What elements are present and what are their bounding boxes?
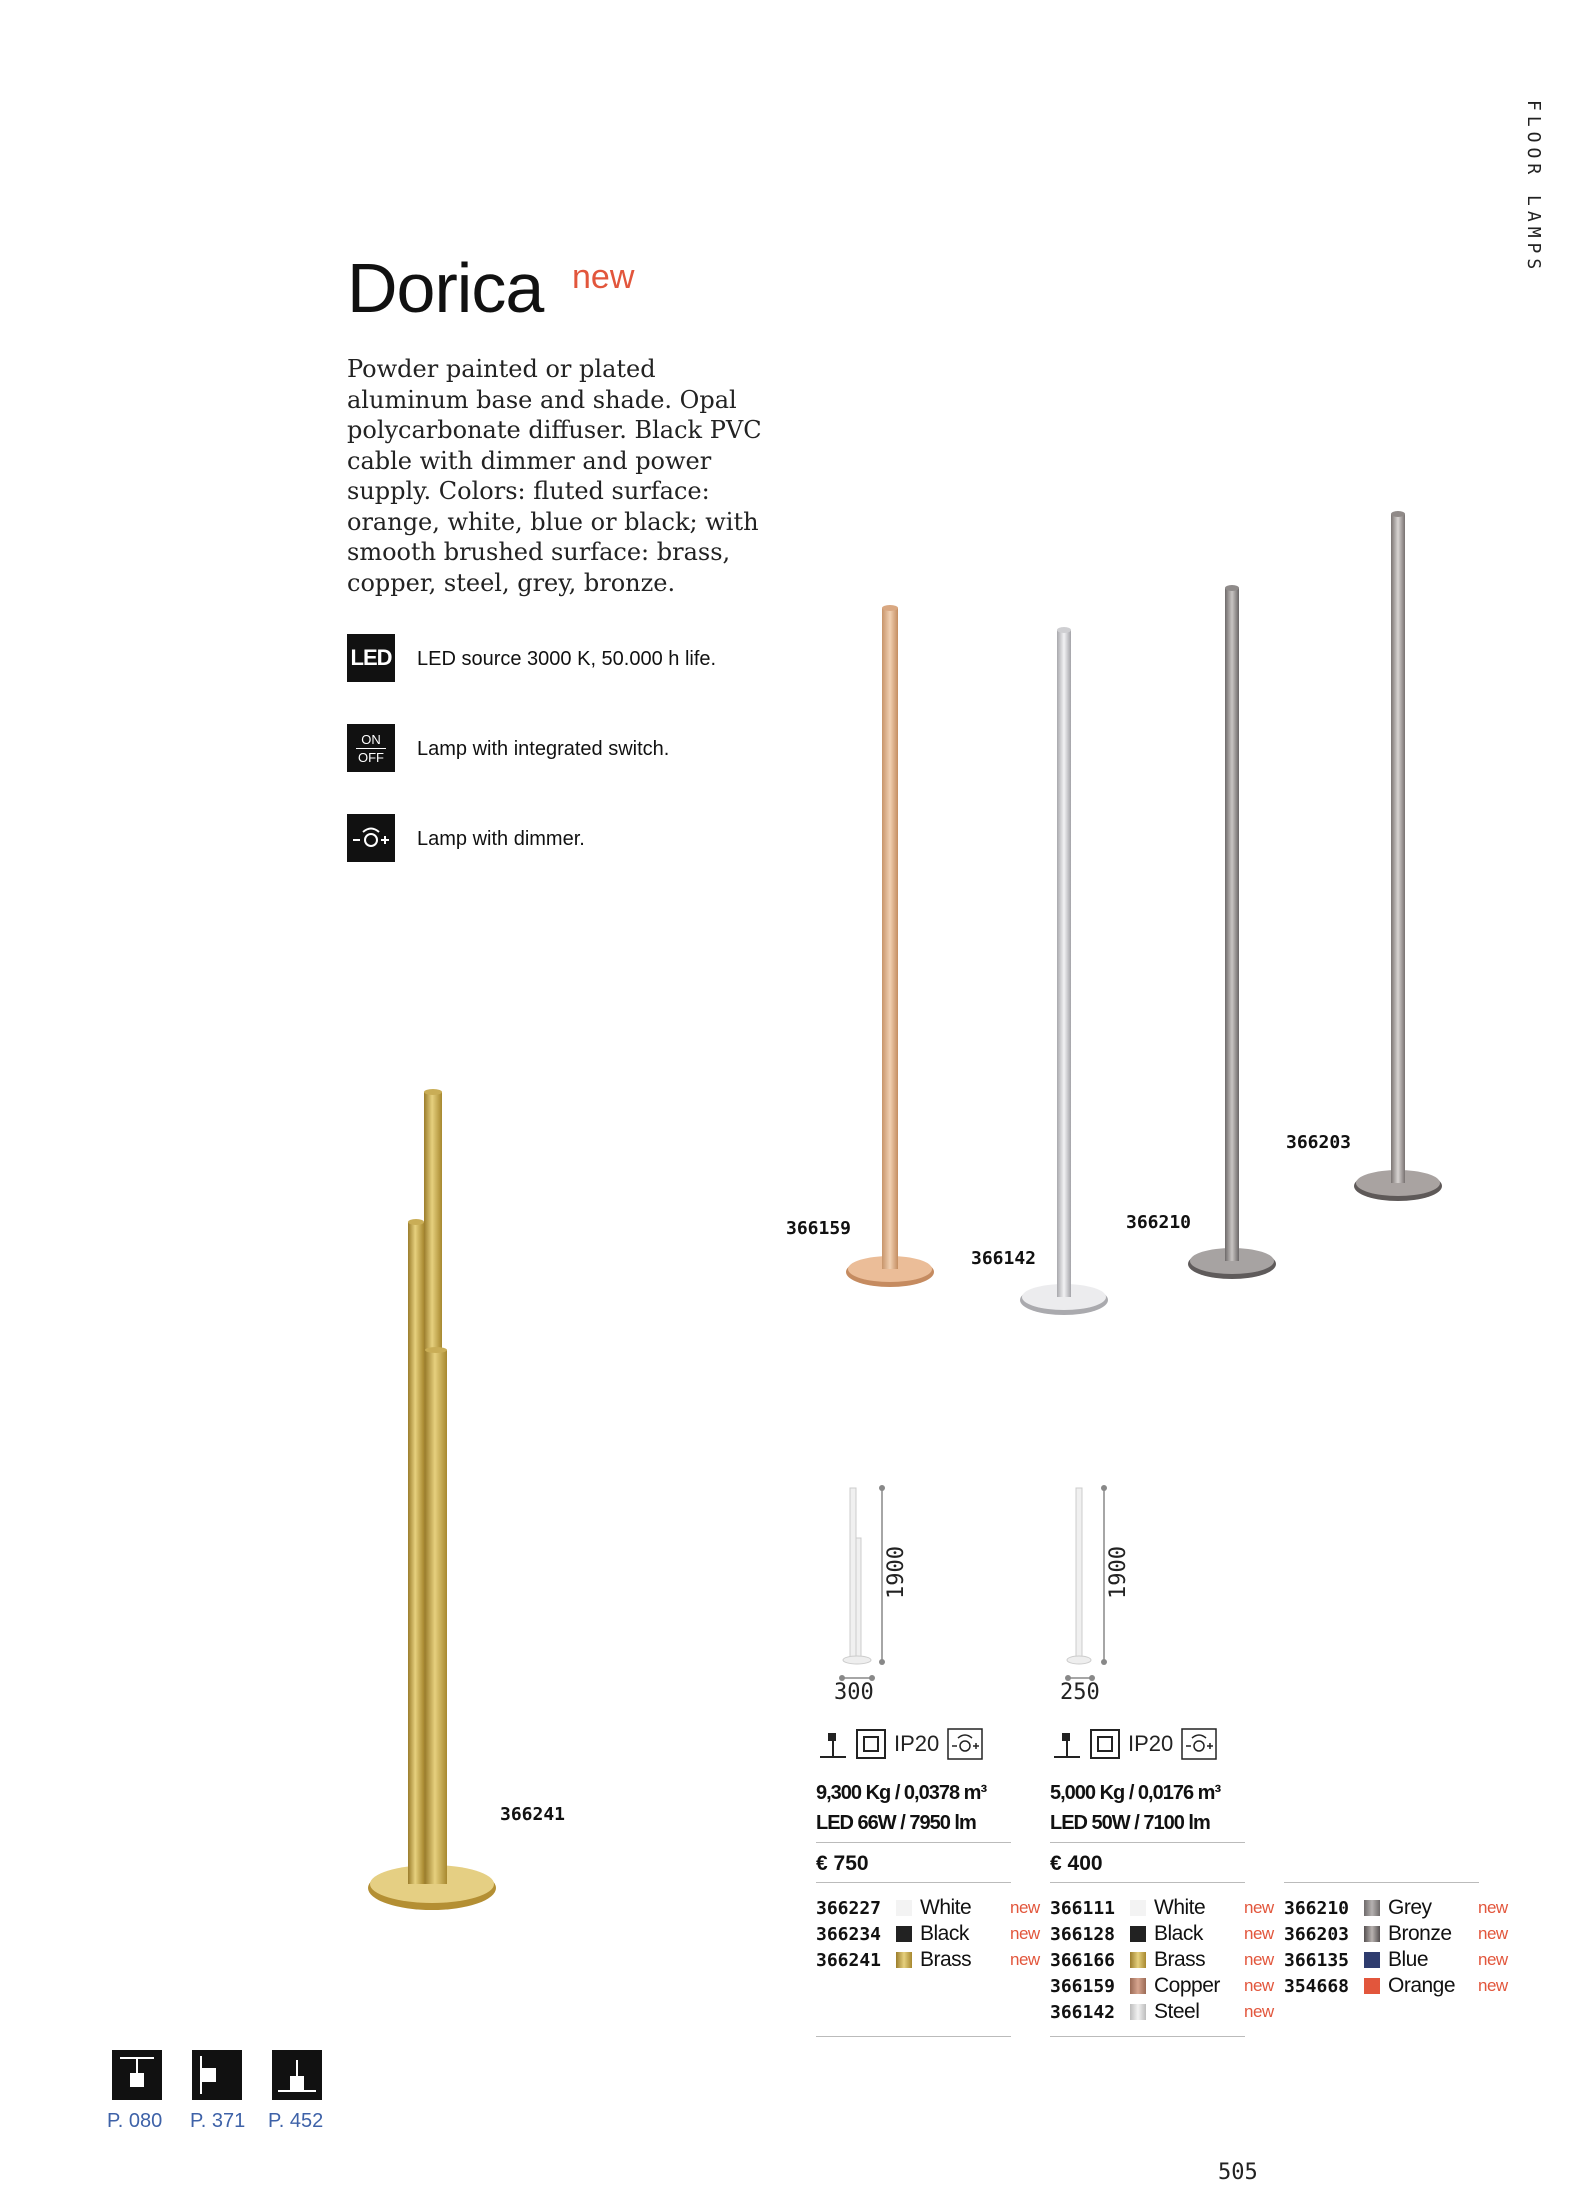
variant-row: 366142 Steel new xyxy=(1050,2000,1274,2023)
on-off-icon: ON OFF xyxy=(347,724,395,772)
blue-swatch xyxy=(1364,1952,1380,1968)
dimension-drawing-1 xyxy=(839,1485,885,1681)
variant-row: 366234 Black new xyxy=(816,1922,1040,1945)
product-code-label: 366159 xyxy=(786,1218,852,1239)
floor-mount-icon xyxy=(1052,1729,1082,1759)
divider xyxy=(816,1842,1011,1843)
dimmer-icon xyxy=(1181,1728,1217,1760)
product-description: Powder painted or plated aluminum base and shade. Opal polycarbonate diffuser. Black PVC cable with dimmer and power supply. Colors: fluted surface: orange, white, blue or black; with smooth brushed surface: brass, copper, steel, grey, bronze. xyxy=(347,355,762,597)
product-title: Dorica xyxy=(347,249,544,327)
feature-dimmer-text: Lamp with dimmer. xyxy=(417,828,585,850)
new-badge: new xyxy=(572,258,635,296)
ip-rating: IP20 xyxy=(894,1731,940,1756)
page-ref-link[interactable]: P. 371 xyxy=(190,2110,246,2132)
page-ref-link[interactable]: P. 452 xyxy=(268,2110,324,2132)
page-number: 505 xyxy=(1218,2160,1258,2185)
height-dimension: 1900 xyxy=(884,1546,909,1599)
grey-swatch xyxy=(1364,1900,1380,1916)
variant-row: 366111 White new xyxy=(1050,1896,1274,1919)
floor-mount-icon xyxy=(818,1729,848,1759)
divider xyxy=(1050,1882,1245,1883)
weight-volume: 5,000 Kg / 0,0176 m³ xyxy=(1050,1782,1221,1804)
steel-swatch xyxy=(1130,2004,1146,2020)
section-label: FLOOR LAMPS xyxy=(1523,100,1544,275)
led-power: LED 50W / 7100 lm xyxy=(1050,1812,1210,1834)
variant-row: 366210 Grey new xyxy=(1284,1896,1508,1919)
ip-rating: IP20 xyxy=(1128,1731,1174,1756)
variant-list-3 xyxy=(1284,1895,1514,1999)
divider xyxy=(1284,1882,1479,1883)
led-icon: LED xyxy=(347,634,395,682)
lamp-steel xyxy=(1020,627,1108,1315)
variant-row: 354668 Orange new xyxy=(1284,1974,1508,1997)
lamp-bronze xyxy=(1354,511,1442,1201)
feature-switch-text: Lamp with integrated switch. xyxy=(417,738,670,760)
black-swatch xyxy=(1130,1926,1146,1942)
brass-swatch xyxy=(1130,1952,1146,1968)
page-ref-link[interactable]: P. 080 xyxy=(107,2110,163,2132)
brass-swatch xyxy=(896,1952,912,1968)
lamp-brass-triple xyxy=(368,1089,496,1910)
spec-icons xyxy=(818,1728,983,1760)
bronze-swatch xyxy=(1364,1926,1380,1942)
divider xyxy=(816,1882,1011,1883)
variant-row: 366241 Brass new xyxy=(816,1948,1040,1971)
class-ii-icon xyxy=(856,1729,886,1759)
black-swatch xyxy=(896,1926,912,1942)
price: € 400 xyxy=(1050,1852,1103,1875)
variant-list-1 xyxy=(816,1895,1046,1973)
divider xyxy=(1050,2036,1245,2037)
led-power: LED 66W / 7950 lm xyxy=(816,1812,976,1834)
variant-list-2 xyxy=(1050,1895,1280,2025)
lamp-copper xyxy=(846,605,934,1287)
base-dimension: 250 xyxy=(1060,1680,1100,1705)
lamp-grey xyxy=(1188,585,1276,1279)
weight-volume: 9,300 Kg / 0,0378 m³ xyxy=(816,1782,987,1804)
spec-icons xyxy=(1052,1728,1217,1760)
variant-row: 366203 Bronze new xyxy=(1284,1922,1508,1945)
height-dimension: 1900 xyxy=(1106,1546,1131,1599)
variant-row: 366135 Blue new xyxy=(1284,1948,1508,1971)
divider xyxy=(816,2036,1011,2037)
white-swatch xyxy=(1130,1900,1146,1916)
copper-swatch xyxy=(1130,1978,1146,1994)
product-code-label: 366203 xyxy=(1286,1132,1352,1153)
orange-swatch xyxy=(1364,1978,1380,1994)
product-code-label: 366142 xyxy=(971,1248,1037,1269)
feature-led-text: LED source 3000 K, 50.000 h life. xyxy=(417,648,717,670)
product-code-label: 366241 xyxy=(500,1804,566,1825)
dimmer-icon xyxy=(947,1728,983,1760)
product-code-label: 366210 xyxy=(1126,1212,1192,1233)
table-lamp-icon[interactable] xyxy=(272,2050,322,2100)
dimension-drawing-2 xyxy=(1065,1485,1107,1681)
variant-row: 366159 Copper new xyxy=(1050,1974,1274,1997)
divider xyxy=(1050,1842,1245,1843)
variant-row: 366166 Brass new xyxy=(1050,1948,1274,1971)
base-dimension: 300 xyxy=(834,1680,874,1705)
variant-row: 366128 Black new xyxy=(1050,1922,1274,1945)
price: € 750 xyxy=(816,1852,869,1875)
class-ii-icon xyxy=(1090,1729,1120,1759)
wall-lamp-icon[interactable] xyxy=(192,2050,242,2100)
suspension-lamp-icon[interactable] xyxy=(112,2050,162,2100)
white-swatch xyxy=(896,1900,912,1916)
variant-row: 366227 White new xyxy=(816,1896,1040,1919)
